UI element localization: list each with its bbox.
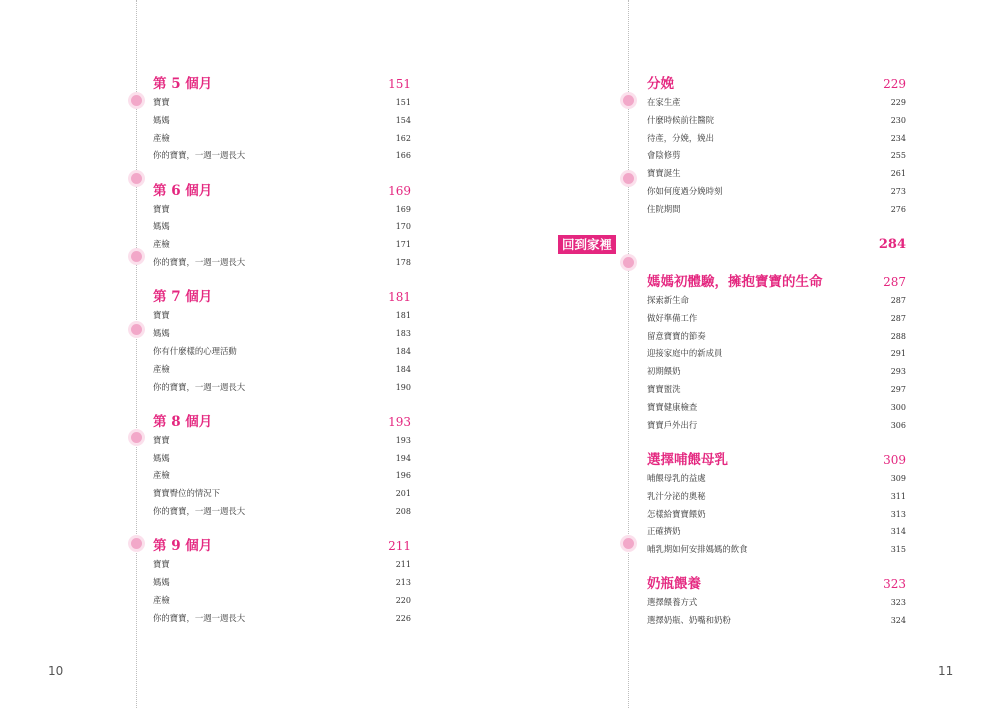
entry-label: 你的寶寶，一週一週長大 (153, 381, 246, 392)
entry-label: 寶寶 (153, 97, 170, 107)
section-title: 分娩 (647, 76, 674, 92)
entry-page: 171 (395, 240, 411, 250)
entry-label: 媽媽 (153, 328, 170, 339)
entry-label: 產檢 (153, 594, 170, 605)
section-page: 151 (388, 77, 411, 91)
entry-page: 313 (890, 509, 906, 519)
toc-section (153, 74, 411, 165)
toc-section (647, 450, 906, 559)
entry-label: 你的寶寶，一週一週長大 (153, 257, 246, 268)
entry-page: 169 (395, 204, 411, 214)
entry-page: 261 (890, 169, 906, 179)
entry-label: 寶寶 (153, 434, 170, 445)
entry-page: 229 (890, 98, 906, 107)
entry-page: 201 (395, 489, 411, 499)
part-page: 284 (878, 236, 906, 252)
entry-page: 291 (890, 349, 906, 359)
toc-entry[interactable] (647, 594, 906, 612)
section-heading[interactable] (153, 181, 411, 201)
entry-page: 311 (890, 491, 906, 501)
entry-page: 276 (890, 204, 906, 214)
entry-label: 初期餵奶 (647, 366, 681, 377)
entry-label: 你有什麼樣的心理活動 (153, 345, 237, 356)
entry-label: 寶寶戶外出行 (647, 419, 698, 430)
toc-entry[interactable] (647, 183, 906, 201)
section-title: 第 6 個月 (153, 182, 213, 199)
entry-label: 迎接家庭中的新成員 (647, 348, 723, 359)
entry-page: 183 (395, 329, 411, 339)
toc-entry[interactable] (153, 254, 411, 272)
part-divider[interactable] (558, 234, 906, 254)
entry-label: 探索新生命 (647, 295, 689, 306)
entry-label: 你如何度過分娩時刻 (647, 185, 723, 196)
entry-page: 181 (395, 311, 411, 321)
entry-page: 196 (395, 471, 411, 481)
section-title: 媽媽初體驗，擁抱寶寶的生命 (647, 274, 823, 291)
entry-page: 184 (395, 364, 411, 374)
section-heading[interactable] (153, 536, 411, 556)
toc-section (153, 412, 411, 521)
toc-entry[interactable] (647, 399, 906, 417)
toc-entry[interactable] (647, 506, 906, 524)
toc-entry[interactable] (153, 218, 411, 236)
entry-page: 194 (395, 453, 411, 463)
entry-page: 226 (395, 613, 411, 623)
entry-label: 產檢 (153, 363, 170, 374)
toc-entry[interactable] (153, 130, 411, 148)
entry-page: 255 (890, 151, 906, 161)
toc-section (647, 74, 906, 219)
entry-label: 哺乳期如何安排媽媽的飲食 (647, 544, 748, 555)
entry-page: 323 (890, 598, 906, 608)
entry-label: 寶寶 (153, 559, 170, 570)
entry-page: 154 (395, 115, 411, 125)
section-heading[interactable] (647, 74, 906, 94)
dotted-rule (628, 0, 629, 708)
entry-page: 324 (890, 616, 906, 626)
section-heading[interactable] (647, 450, 906, 470)
toc-entry[interactable] (647, 328, 906, 346)
toc-entry[interactable] (647, 381, 906, 399)
entry-page: 306 (890, 420, 906, 430)
entry-label: 在家生產 (647, 97, 681, 107)
entry-page: 288 (890, 331, 906, 341)
entry-label: 你的寶寶，一週一週長大 (153, 150, 246, 161)
bullet-dot (131, 95, 142, 106)
entry-page: 234 (890, 133, 906, 143)
entry-label: 留意寶寶的節奏 (647, 330, 706, 341)
toc-entry[interactable] (647, 310, 906, 328)
entry-page: 287 (890, 296, 906, 306)
entry-label: 你的寶寶，一週一週長大 (153, 506, 246, 517)
entry-label: 會陰修剪 (647, 150, 681, 161)
toc-entry[interactable] (647, 345, 906, 363)
toc-entry[interactable] (153, 485, 411, 503)
toc-entry[interactable] (647, 292, 906, 310)
toc-section (153, 536, 411, 627)
entry-page: 166 (395, 151, 411, 161)
entry-label: 產檢 (153, 132, 170, 143)
entry-page: 300 (890, 402, 906, 412)
entry-page: 309 (890, 473, 906, 483)
toc-entry[interactable] (153, 379, 411, 397)
entry-label: 你的寶寶，一週一週長大 (153, 612, 246, 623)
section-title: 第 9 個月 (153, 538, 213, 555)
page-number: 11 (938, 664, 954, 678)
entry-page: 162 (395, 133, 411, 143)
bullet-dot (131, 251, 142, 262)
bullet-dot (623, 257, 634, 268)
toc-column-right (647, 74, 906, 646)
section-title: 第 8 個月 (153, 413, 213, 430)
entry-label: 寶寶 (153, 310, 170, 321)
entry-page: 315 (890, 545, 906, 555)
toc-entry[interactable] (647, 470, 906, 488)
section-page: 181 (388, 290, 411, 305)
right-page (500, 0, 1000, 708)
toc-entry[interactable] (153, 94, 411, 112)
toc-entry[interactable] (647, 541, 906, 559)
toc-entry[interactable] (647, 165, 906, 183)
bullet-dot (131, 173, 142, 184)
bullet-dot (131, 324, 142, 335)
entry-page: 314 (890, 527, 906, 537)
toc-entry[interactable] (153, 432, 411, 450)
toc-entry[interactable] (647, 201, 906, 219)
entry-label: 產檢 (153, 239, 170, 250)
bullet-dot (623, 173, 634, 184)
section-title: 選擇哺餵母乳 (647, 451, 728, 468)
section-page: 287 (883, 275, 906, 290)
entry-page: 193 (395, 435, 411, 445)
section-page: 309 (883, 452, 906, 467)
entry-label: 選擇餵養方式 (647, 597, 698, 608)
entry-page: 220 (395, 595, 411, 605)
toc-entry[interactable] (647, 612, 906, 630)
section-title: 第 7 個月 (153, 289, 213, 306)
entry-label: 寶寶健康檢查 (647, 401, 698, 412)
entry-page: 273 (890, 186, 906, 196)
entry-label: 媽媽 (153, 452, 170, 463)
toc-entry[interactable] (153, 467, 411, 485)
entry-label: 媽媽 (153, 577, 170, 588)
entry-label: 選擇奶瓶、奶嘴和奶粉 (647, 615, 731, 626)
entry-label: 住院期間 (647, 203, 681, 214)
entry-page: 151 (395, 98, 411, 107)
section-page: 211 (388, 539, 411, 554)
entry-label: 媽媽 (153, 114, 170, 125)
toc-entry[interactable] (153, 556, 411, 574)
toc-entry[interactable] (153, 361, 411, 379)
section-heading[interactable] (153, 74, 411, 94)
section-heading[interactable] (153, 412, 411, 432)
entry-label: 待產，分娩，娩出 (647, 132, 714, 143)
toc-entry[interactable] (647, 94, 906, 112)
entry-page: 287 (890, 313, 906, 323)
section-page: 169 (388, 183, 411, 198)
toc-entry[interactable] (647, 488, 906, 506)
entry-page: 230 (890, 115, 906, 125)
toc-section (153, 287, 411, 396)
section-title: 奶瓶餵養 (647, 576, 701, 593)
toc-section (153, 181, 411, 272)
entry-page: 297 (890, 385, 906, 395)
bullet-dot (131, 538, 142, 549)
section-page: 193 (388, 414, 411, 429)
page-number: 10 (48, 664, 64, 678)
toc-entry[interactable] (647, 363, 906, 381)
bullet-dot (623, 95, 634, 106)
entry-page: 190 (395, 382, 411, 392)
toc-entry[interactable] (153, 307, 411, 325)
dotted-rule (136, 0, 137, 708)
entry-page: 170 (395, 222, 411, 232)
entry-label: 什麼時候前往醫院 (647, 114, 714, 125)
toc-entry[interactable] (647, 523, 906, 541)
entry-label: 產檢 (153, 470, 170, 481)
entry-label: 怎樣給寶寶餵奶 (647, 508, 706, 519)
entry-label: 寶寶盥洗 (647, 384, 681, 395)
toc-entry[interactable] (153, 236, 411, 254)
toc-entry[interactable] (153, 201, 411, 219)
section-page: 229 (883, 77, 906, 91)
toc-entry[interactable] (153, 147, 411, 165)
section-heading[interactable] (647, 272, 906, 292)
entry-label: 媽媽 (153, 221, 170, 232)
entry-page: 208 (395, 507, 411, 517)
toc-entry[interactable] (153, 112, 411, 130)
toc-entry[interactable] (153, 503, 411, 521)
section-page: 323 (883, 577, 906, 592)
toc-entry[interactable] (647, 130, 906, 148)
entry-label: 寶寶臀位的情況下 (153, 488, 220, 499)
entry-label: 寶寶 (153, 203, 170, 214)
toc-entry[interactable] (153, 325, 411, 343)
toc-entry[interactable] (153, 574, 411, 592)
bullet-dot (623, 538, 634, 549)
section-heading[interactable] (647, 574, 906, 594)
toc-entry[interactable] (647, 112, 906, 130)
toc-entry[interactable] (153, 592, 411, 610)
part-label: 回到家裡 (558, 235, 616, 254)
toc-section (647, 574, 906, 630)
section-heading[interactable] (153, 287, 411, 307)
entry-label: 做好準備工作 (647, 312, 698, 323)
entry-page: 184 (395, 346, 411, 356)
entry-page: 178 (395, 258, 411, 268)
entry-page: 293 (890, 367, 906, 377)
toc-section (647, 272, 906, 434)
toc-entry[interactable] (647, 417, 906, 435)
section-title: 第 5 個月 (153, 76, 213, 92)
entry-label: 正確擠奶 (647, 526, 681, 537)
entry-label: 乳汁分泌的奧秘 (647, 490, 706, 501)
bullet-dot (131, 432, 142, 443)
toc-entry[interactable] (153, 610, 411, 628)
entry-label: 哺餵母乳的益處 (647, 472, 706, 483)
toc-entry[interactable] (647, 147, 906, 165)
toc-entry[interactable] (153, 450, 411, 468)
entry-label: 寶寶誕生 (647, 168, 681, 179)
toc-column-left (153, 74, 411, 643)
entry-page: 213 (395, 578, 411, 588)
toc-entry[interactable] (153, 343, 411, 361)
entry-page: 211 (395, 560, 411, 570)
